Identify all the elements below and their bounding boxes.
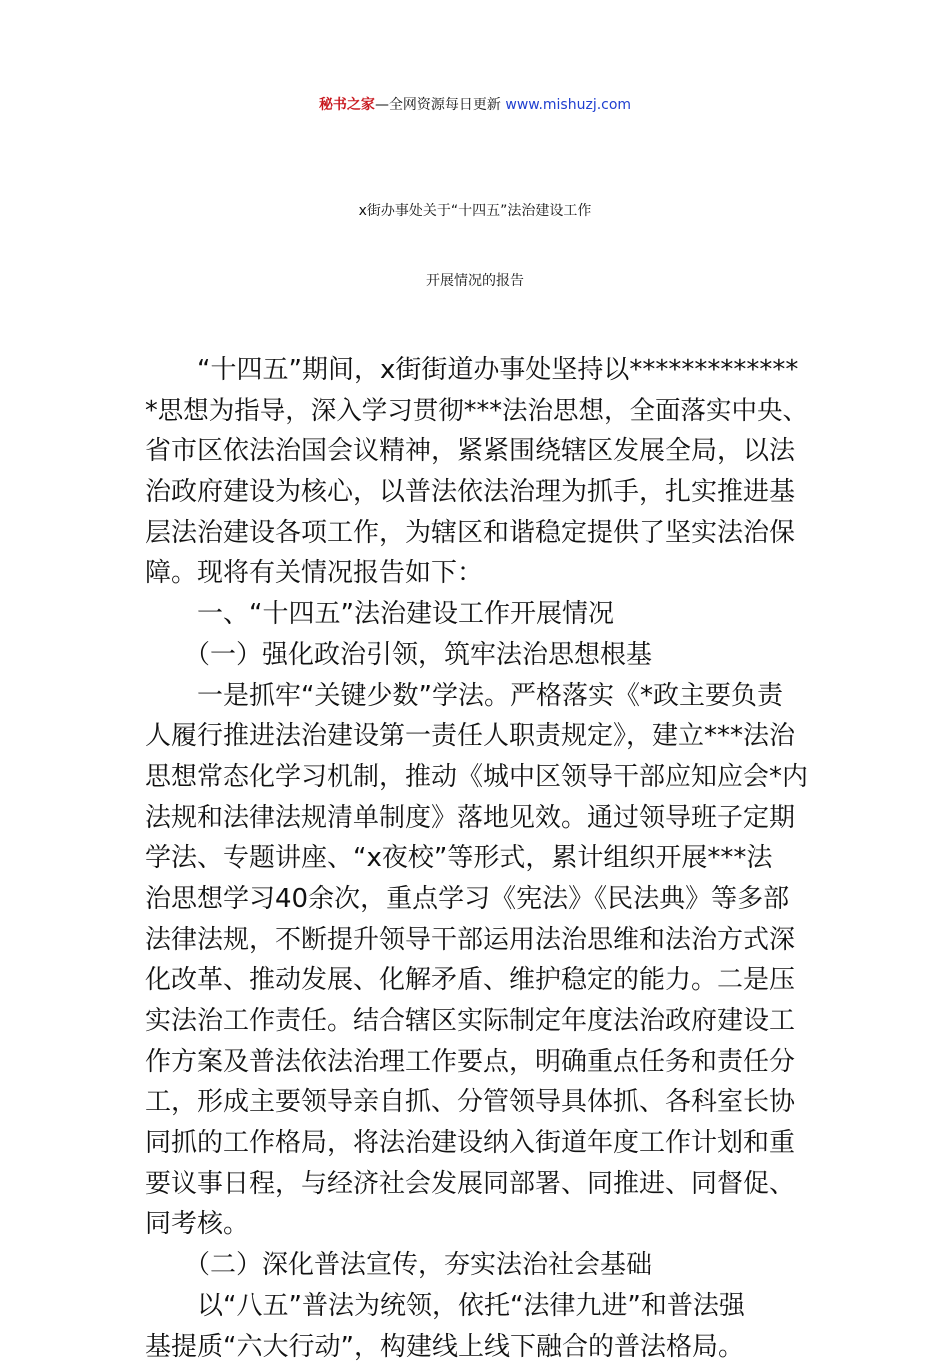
section-heading: 一、“十四五”法治建设工作开展情况 bbox=[145, 594, 810, 635]
body-line: 实法治工作责任。结合辖区实际制定年度法治政府建设工 bbox=[145, 1001, 810, 1042]
body-line: 学法、专题讲座、“x夜校”等形式，累计组织开展***法 bbox=[145, 838, 810, 879]
body-line: 法规和法律法规清单制度》落地见效。通过领导班子定期 bbox=[145, 798, 810, 839]
body-line: 同考核。 bbox=[145, 1204, 810, 1245]
body-line: *思想为指导，深入学习贯彻***法治思想，全面落实中央、 bbox=[145, 391, 810, 432]
site-slogan: —全网资源每日更新 bbox=[375, 97, 501, 113]
subsection-heading: （一）强化政治引领，筑牢法治思想根基 bbox=[145, 635, 810, 676]
body-line: 化改革、推动发展、化解矛盾、维护稳定的能力。二是压 bbox=[145, 960, 810, 1001]
body-line: 思想常态化学习机制，推动《城中区领导干部应知应会*内 bbox=[145, 757, 810, 798]
body-line: 一是抓牢“关键少数”学法。严格落实《*政主要负责 bbox=[145, 676, 810, 717]
document-title-line-2: 开展情况的报告 bbox=[0, 256, 950, 306]
body-line: 作方案及普法依法治理工作要点，明确重点任务和责任分 bbox=[145, 1042, 810, 1083]
body-line: 人履行推进法治建设第一责任人职责规定》，建立***法治 bbox=[145, 716, 810, 757]
body-line: 工，形成主要领导亲自抓、分管领导具体抓、各科室长协 bbox=[145, 1082, 810, 1123]
document-title-line-1: x街办事处关于“十四五”法治建设工作 bbox=[0, 186, 950, 236]
body-line: “十四五”期间，x街街道办事处坚持以************* bbox=[145, 350, 810, 391]
document-body bbox=[145, 350, 810, 1367]
body-line: 基提质“六大行动”，构建线上线下融合的普法格局。 bbox=[145, 1327, 810, 1367]
body-line: 以“八五”普法为统领，依托“法律九进”和普法强 bbox=[145, 1286, 810, 1327]
site-header bbox=[0, 88, 950, 122]
body-line: 要议事日程，与经济社会发展同部署、同推进、同督促、 bbox=[145, 1164, 810, 1205]
site-url-link[interactable]: www.mishuzj.com bbox=[505, 97, 631, 113]
body-line: 治思想学习40余次，重点学习《宪法》《民法典》等多部 bbox=[145, 879, 810, 920]
body-line: 层法治建设各项工作，为辖区和谐稳定提供了坚实法治保 bbox=[145, 513, 810, 554]
body-line: 障。现将有关情况报告如下： bbox=[145, 553, 810, 594]
subsection-heading: （二）深化普法宣传，夯实法治社会基础 bbox=[145, 1245, 810, 1286]
site-name: 秘书之家 bbox=[319, 97, 375, 113]
body-line: 省市区依法治国会议精神，紧紧围绕辖区发展全局，以法 bbox=[145, 431, 810, 472]
body-line: 法律法规，不断提升领导干部运用法治思维和法治方式深 bbox=[145, 920, 810, 961]
body-line: 治政府建设为核心，以普法依法治理为抓手，扎实推进基 bbox=[145, 472, 810, 513]
body-line: 同抓的工作格局，将法治建设纳入街道年度工作计划和重 bbox=[145, 1123, 810, 1164]
